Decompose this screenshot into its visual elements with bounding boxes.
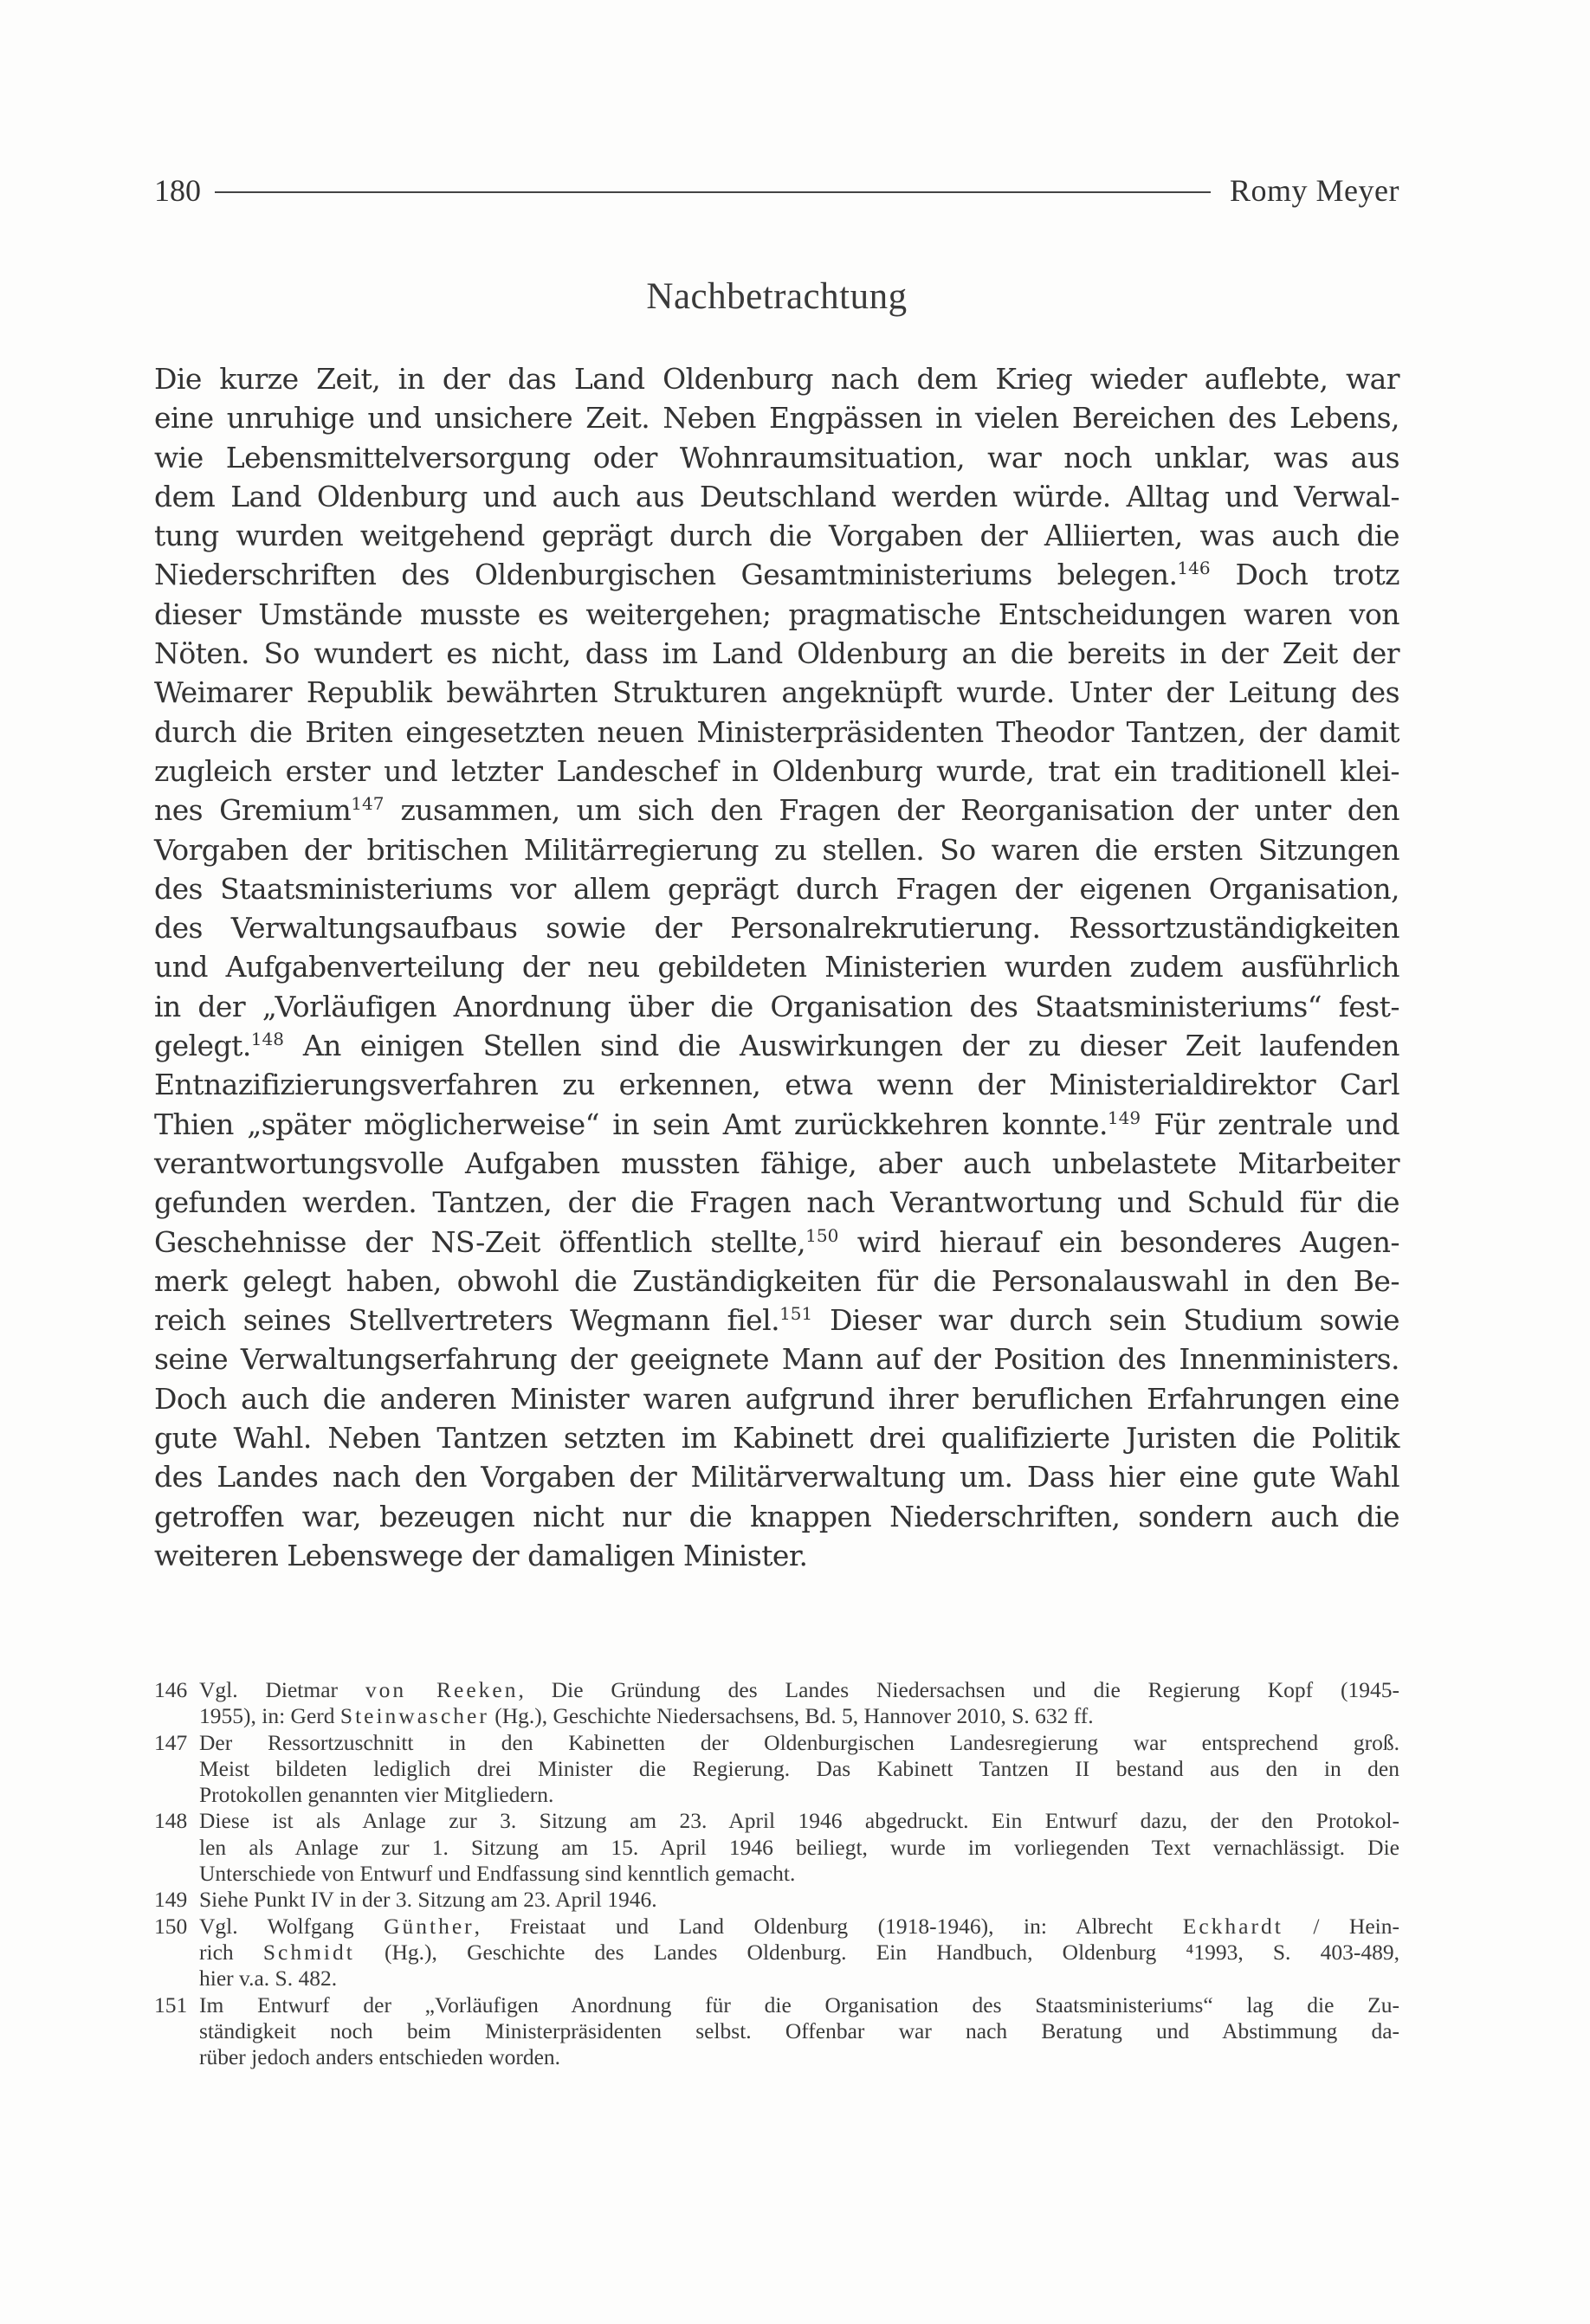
- footnote-segment: Protokollen genannten vier Mitgliedern.: [199, 1782, 554, 1808]
- body-line: merk gelegt haben, obwohl die Zuständigkeiten für die Personalauswahl in den Be-: [154, 1263, 1399, 1298]
- footnote-line: [199, 1914, 1399, 1940]
- footnote-segment: ständigkeit noch beim Ministerpräsidenten selbst. Offenbar war nach Beratung und Abstimmung da-: [199, 2017, 1399, 2043]
- body-line: [154, 1105, 1399, 1144]
- author-name: Eckhardt: [1182, 1913, 1283, 1939]
- footnote-segment: Siehe Punkt IV in der 3. Sitzung am 23. April 1946.: [199, 1887, 657, 1913]
- body-line-text: reich seines Stellvertreters Wegmann fiel.: [154, 1303, 780, 1338]
- body-line: Doch auch die anderen Minister waren aufgrund ihrer beruflichen Erfahrungen eine: [154, 1381, 1399, 1416]
- page-number: 180: [154, 173, 201, 208]
- footnote-segment: , Die Gründung des Landes Niedersachsen und die Regierung Kopf (1945-: [518, 1677, 1399, 1702]
- footnote-text: [199, 1677, 1399, 1730]
- footnote-line: [199, 1730, 1399, 1756]
- body-line: wie Lebensmittelversorgung oder Wohnraumsituation, war noch unklar, was aus: [154, 440, 1399, 474]
- body-line: Vorgaben der britischen Militärregierung zu stellen. So waren die ersten Sitzungen: [154, 832, 1399, 867]
- footnote-segment: hier v.a. S. 482.: [199, 1966, 338, 1992]
- footnote-segment: Diese ist als Anlage zur 3. Sitzung am 23. April 1946 abgedruckt. Ein Entwurf dazu, der den Protokol-: [199, 1808, 1399, 1834]
- body-line: seine Verwaltungserfahrung der geeignete Mann auf der Position des Innenministers.: [154, 1342, 1399, 1377]
- body-line: Nöten. So wundert es nicht, dass im Land Oldenburg an die bereits in der Zeit der: [154, 636, 1399, 671]
- footnote-segment: (Hg.), Geschichte Niedersachsens, Bd. 5, Hannover 2010, S. 632 ff.: [488, 1703, 1094, 1729]
- running-author: Romy Meyer: [1230, 173, 1399, 208]
- body-line: gefunden werden. Tantzen, der die Fragen nach Verantwortung und Schuld für die: [154, 1185, 1399, 1220]
- section-title: Nachbetrachtung: [646, 276, 908, 317]
- footnote-reference[interactable]: 147: [351, 793, 385, 815]
- footnote-segment: Im Entwurf der „Vorläufigen Anordnung für die Organisation des Staatsministeriums“ lag die Zu-: [199, 1992, 1399, 2017]
- footnote-segment: rüber jedoch anders entschieden worden.: [199, 2044, 561, 2070]
- footnote: [154, 1808, 1399, 1887]
- footnote-text: [199, 1914, 1399, 1992]
- footnote-text: [199, 1992, 1399, 2071]
- footnote-line: [199, 2044, 1399, 2070]
- footnotes: [154, 1677, 1399, 2070]
- footnote-line: [199, 1677, 1399, 1703]
- body-line-text: Für zentrale und: [1141, 1107, 1399, 1141]
- body-line: Entnazifizierungsverfahren zu erkennen, etwa wenn der Ministerialdirektor Carl: [154, 1068, 1399, 1102]
- footnote-line: [199, 1835, 1399, 1861]
- body-line: durch die Briten eingesetzten neuen Ministerpräsidenten Theodor Tantzen, der damit: [154, 714, 1399, 749]
- author-name: Günther: [384, 1913, 475, 1939]
- body-line: gute Wahl. Neben Tantzen setzten im Kabinett drei qualifizierte Juristen die Politik: [154, 1421, 1399, 1456]
- footnote-reference[interactable]: 151: [779, 1303, 813, 1325]
- footnote-line: [199, 1940, 1399, 1966]
- footnote-number: 151: [154, 1992, 188, 2017]
- footnote-number: 147: [154, 1729, 188, 1755]
- body-line: des Landes nach den Vorgaben der Militärverwaltung um. Dass hier eine gute Wahl: [154, 1460, 1399, 1494]
- body-line: weiteren Lebenswege der damaligen Minister.: [154, 1538, 808, 1572]
- body-line-text: Geschehnisse der NS-Zeit öffentlich stellte,: [154, 1224, 806, 1259]
- running-header: [154, 169, 1399, 212]
- footnote-segment: 1955), in: Gerd: [199, 1703, 340, 1729]
- footnote-line: [199, 2018, 1399, 2044]
- author-name: Schmidt: [262, 1939, 355, 1965]
- footnote-reference[interactable]: 150: [805, 1224, 839, 1246]
- body-line: des Staatsministeriums vor allem geprägt durch Fragen der eigenen Organisation,: [154, 871, 1399, 906]
- body-line-text: An einigen Stellen sind die Auswirkungen der zu dieser Zeit laufenden: [283, 1029, 1399, 1063]
- body-line: [154, 1026, 1399, 1065]
- body-line-text: zusammen, um sich den Fragen der Reorganisation der unter den: [384, 793, 1400, 828]
- body-line-text: wird hierauf ein besonderes Augen-: [838, 1224, 1399, 1259]
- footnote: [154, 1730, 1399, 1809]
- footnote-line: [199, 1992, 1399, 2018]
- footnote-text: [199, 1887, 1399, 1913]
- footnote-number: 148: [154, 1808, 188, 1834]
- footnote: [154, 1677, 1399, 1730]
- body-line-text: Niederschriften des Oldenburgischen Gesamtministeriums belegen.: [154, 558, 1178, 592]
- footnote: [154, 1887, 1399, 1913]
- body-line: [154, 791, 1399, 830]
- footnote-line: [199, 1966, 1399, 1992]
- footnote-line: [199, 1861, 1399, 1887]
- footnote-number: 149: [154, 1887, 188, 1913]
- author-name: Steinwascher: [339, 1703, 489, 1729]
- body-line: [154, 1223, 1399, 1262]
- body-line: eine unruhige und unsichere Zeit. Neben Engpässen in vielen Bereichen des Lebens,: [154, 401, 1399, 436]
- footnote: [154, 1992, 1399, 2071]
- footnote-line: [199, 1808, 1399, 1834]
- body-line: des Verwaltungsaufbaus sowie der Personalrekrutierung. Ressortzuständigkeiten: [154, 911, 1399, 946]
- body-line: Die kurze Zeit, in der das Land Oldenburg nach dem Krieg wieder auflebte, war: [154, 362, 1399, 396]
- footnote-segment: , Freistaat und Land Oldenburg (1918-1946), in: Albrecht: [474, 1913, 1183, 1939]
- footnote-line: [199, 1887, 1399, 1913]
- author-name: von Reeken: [365, 1677, 519, 1702]
- footnote-segment: (Hg.), Geschichte des Landes Oldenburg. Ein Handbuch, Oldenburg ⁴1993, S. 403-489,: [354, 1939, 1399, 1965]
- body-line: getroffen war, bezeugen nicht nur die knappen Niederschriften, sondern auch die: [154, 1499, 1399, 1533]
- footnote-segment: Vgl. Wolfgang: [199, 1913, 385, 1939]
- footnote-text: [199, 1808, 1399, 1887]
- body-line: Weimarer Republik bewährten Strukturen angeknüpft wurde. Unter der Leitung des: [154, 675, 1399, 710]
- body-line: zugleich erster und letzter Landeschef in Oldenburg wurde, trat ein traditionell klei-: [154, 753, 1399, 788]
- footnote-reference[interactable]: 146: [1177, 558, 1211, 579]
- footnote-line: [199, 1756, 1399, 1782]
- footnote-segment: Unterschiede von Entwurf und Endfassung sind kenntlich gemacht.: [199, 1861, 796, 1887]
- footnote-number: 146: [154, 1677, 188, 1702]
- body-line-text: Doch trotz: [1210, 558, 1399, 592]
- footnote-reference[interactable]: 149: [1107, 1107, 1141, 1128]
- body-text: [154, 359, 1399, 1575]
- header-rule: [215, 191, 1211, 193]
- footnote-reference[interactable]: 148: [250, 1029, 284, 1050]
- footnote-segment: rich: [199, 1939, 263, 1965]
- body-line: in der „Vorläufigen Anordnung über die Organisation des Staatsministeriums“ fest-: [154, 989, 1399, 1023]
- body-line: dem Land Oldenburg und auch aus Deutschland werden würde. Alltag und Verwal-: [154, 479, 1399, 513]
- body-line: tung wurden weitgehend geprägt durch die Vorgaben der Alliierten, was auch die: [154, 519, 1399, 553]
- body-line-text: nes Gremium: [154, 793, 352, 828]
- body-line-text: Dieser war durch sein Studium sowie: [812, 1303, 1399, 1338]
- footnote: [154, 1914, 1399, 1992]
- footnote-line: [199, 1703, 1399, 1729]
- footnote-segment: / Hein-: [1283, 1913, 1399, 1939]
- body-line-text: gelegt.: [154, 1029, 251, 1063]
- footnote-segment: Der Ressortzuschnitt in den Kabinetten der Oldenburgischen Landesregierung war entsprechend groß.: [199, 1729, 1399, 1755]
- footnote-line: [199, 1782, 1399, 1808]
- footnote-segment: Vgl. Dietmar: [199, 1677, 365, 1702]
- body-line: und Aufgabenverteilung der neu gebildeten Ministerien wurden zudem ausführlich: [154, 950, 1399, 984]
- footnote-text: [199, 1730, 1399, 1809]
- footnote-number: 150: [154, 1913, 188, 1939]
- body-line: [154, 555, 1399, 594]
- body-line: dieser Umstände musste es weitergehen; pragmatische Entscheidungen waren von: [154, 597, 1399, 631]
- footnote-segment: Meist bildeten lediglich drei Minister die Regierung. Das Kabinett Tantzen II bestand aus den in den: [199, 1755, 1399, 1781]
- footnote-segment: len als Anlage zur 1. Sitzung am 15. April 1946 beiliegt, wurde im vorliegenden Text vernachlässigt. Die: [199, 1834, 1399, 1860]
- body-line: [154, 1301, 1399, 1340]
- body-line: verantwortungsvolle Aufgaben mussten fähige, aber auch unbelastete Mitarbeiter: [154, 1146, 1399, 1180]
- body-line-text: Thien „später möglicherweise“ in sein Amt zurückkehren konnte.: [154, 1107, 1108, 1141]
